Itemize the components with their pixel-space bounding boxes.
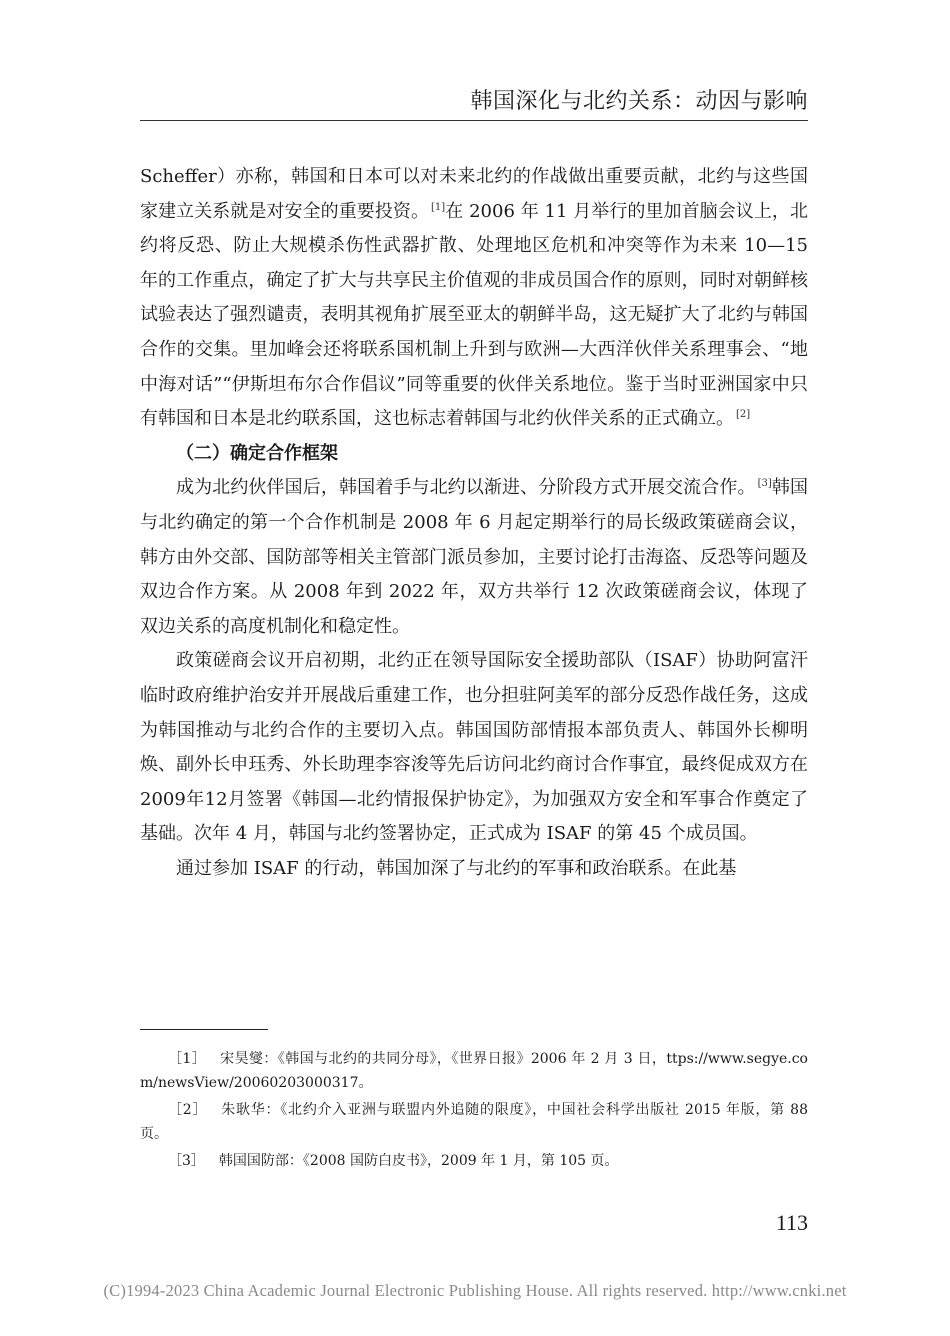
body-text: [140, 160, 808, 886]
footnote-rule: [140, 1029, 268, 1030]
citation-2[interactable]: [2]: [736, 409, 751, 421]
paragraph-3: 政策磋商会议开启初期，北约正在领导国际安全援助部队（ISAF）协助阿富汗临时政府维护治安并开展战后重建工作，也分担驻阿美军的部分反恐作战任务，这成为韩国推动与北约合作的主要切入点。韩国国防部情报本部负责人、韩国外长柳明焕、副外长申珏秀、外长助理李容浚等先后访问北约商讨合作事宜，最终促成双方在2009年12月签署《韩国—北约情报保护协定》，为加强双方安全和军事合作奠定了基础。次年 4 月，韩国与北约签署协定，正式成为 ISAF 的第 45 个成员国。: [140, 650, 808, 845]
footnote-2: [140, 1098, 808, 1146]
footnote-1-number: ［1］: [168, 1051, 207, 1067]
paragraph-1: [140, 160, 808, 437]
paragraph-2-part-b: 韩国与北约确定的第一个合作机制是 2008 年 6 月起定期举行的局长级政策磋商会议，韩方由外交部、国防部等相关主管部门派员参加，主要讨论打击海盗、反恐等问题及双边合作方案。从 2008 年到 2022 年，双方共举行 12 次政策磋商会议，体现了双边关系的高度机制化和稳定性。: [140, 477, 809, 637]
paragraph-2: [140, 471, 808, 644]
footnote-2-text: 朱耿华：《北约介入亚洲与联盟内外追随的限度》，中国社会科学出版社 2015 年版，第 88 页。: [140, 1102, 808, 1142]
footnote-1: [140, 1047, 808, 1095]
header-rule: [140, 120, 808, 121]
citation-3[interactable]: [3]: [757, 478, 772, 490]
footnote-3-text: 韩国国防部：《2008 国防白皮书》，2009 年 1 月，第 105 页。: [218, 1153, 619, 1169]
paragraph-1-part-b: 在 2006 年 11 月举行的里加首脑会议上，北约将反恐、防止大规模杀伤性武器扩散、处理地区危机和冲突等作为未来 10—15 年的工作重点，确定了扩大与共享民主价值观的非成员国合作的原则，同时对朝鲜核试验表达了强烈谴责，表明其视角扩展至亚太的朝鲜半岛，这无疑扩大了北约与韩国合作的交集。里加峰会还将联系国机制上升到与欧洲—大西洋伙伴关系理事会、“地中海对话”“伊斯坦布尔合作倡议”同等重要的伙伴关系地位。鉴于当时亚洲国家中只有韩国和日本是北约联系国，这也标志着韩国与北约伙伴关系的正式确立。: [140, 200, 808, 430]
section-heading: （二）确定合作框架: [176, 442, 338, 464]
paragraph-2-part-a: 成为北约伙伴国后，韩国着手与北约以渐进、分阶段方式开展交流合作。: [176, 477, 756, 499]
citation-1[interactable]: [1]: [431, 201, 446, 213]
footnote-2-number: ［2］: [168, 1102, 208, 1118]
footnote-3-number: ［3］: [168, 1153, 205, 1169]
running-title: 韩国深化与北约关系：动因与影响: [470, 89, 808, 114]
paragraph-1-part-a: Scheffer）亦称，韩国和日本可以对未来北约的作战做出重要贡献，北约与这些国家建立关系就是对安全的重要投资。: [140, 166, 808, 222]
footnote-1-text: 宋昊燮：《韩国与北约的共同分母》，《世界日报》2006 年 2 月 3 日，ttps://www.segye.com/newsView/20060203000317。: [140, 1051, 808, 1091]
copyright-notice: (C)1994-2023 China Academic Journal Electronic Publishing House. All rights reserved. http://www.cnki.net: [103, 1281, 847, 1300]
footnotes: [140, 1047, 808, 1176]
page-number: 113: [775, 1210, 808, 1235]
paragraph-4: 通过参加 ISAF 的行动，韩国加深了与北约的军事和政治联系。在此基: [176, 857, 737, 879]
footnote-3: [140, 1149, 808, 1173]
